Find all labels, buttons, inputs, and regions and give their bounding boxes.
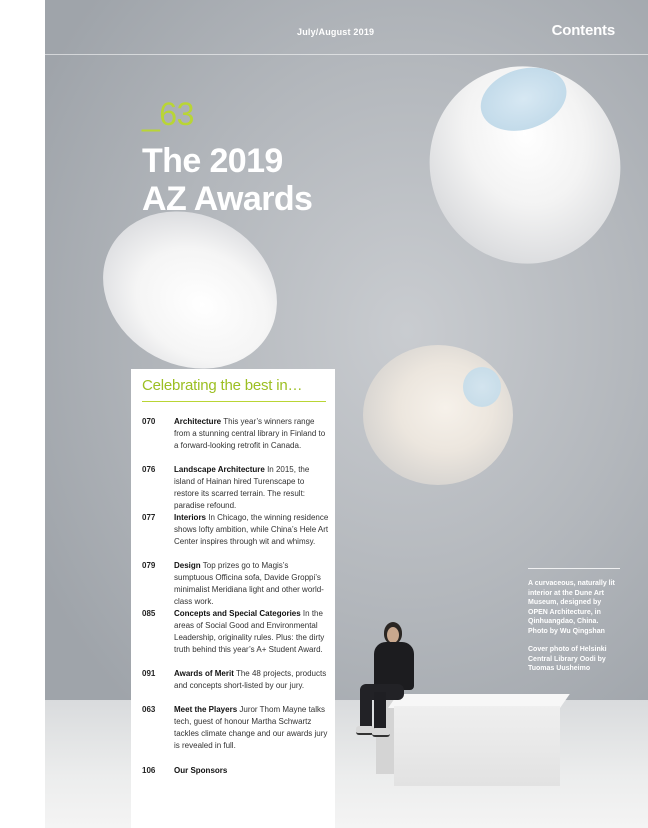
feature-title-line-2: AZ Awards xyxy=(142,180,313,218)
entry-page-number: 076 xyxy=(142,465,156,474)
entry-name: Landscape Architecture xyxy=(174,465,265,474)
page-header xyxy=(45,0,648,55)
heading-rule xyxy=(142,401,326,402)
entry-description: In Chicago, the winning residence shows lofty ambition, while China’s Hele Art Center inspires through wit and whimsy. xyxy=(174,513,329,546)
photo-credit: A curvaceous, naturally lit interior at the Dune Art Museum, designed by OPEN Architecture, in Qinhuangdao, China. Photo by Wu Qingshan xyxy=(528,580,615,635)
entry-description: Top prizes go to Magis’s sumptuous Officina sofa, Davide Groppi’s minimalist Meridiana light and other world-class work. xyxy=(174,561,324,606)
entry-name: Our Sponsors xyxy=(174,766,228,775)
entry-description: The 48 projects, products and concepts short-listed by our jury. xyxy=(174,669,327,690)
entry-description: In the areas of Social Good and Environmental Leadership, originality rules. Plus: the dirty truth behind this year’s A+ Student Award. xyxy=(174,609,325,654)
issue-date: July/August 2019 xyxy=(297,27,375,37)
entry-page-number: 070 xyxy=(142,417,156,426)
entry-name: Architecture xyxy=(174,417,222,426)
skylight-opening-center xyxy=(363,345,513,485)
feature-title[interactable] xyxy=(142,142,382,218)
entry-page-number: 091 xyxy=(142,669,156,678)
entry-name: Concepts and Special Categories xyxy=(174,609,301,618)
cover-credit: Cover photo of Helsinki Central Library Oodi by Tuomas Uusheimo xyxy=(528,646,607,672)
contents-panel xyxy=(131,369,335,828)
seated-person xyxy=(356,622,426,742)
entry-name: Interiors xyxy=(174,513,207,522)
entry-page-number: 063 xyxy=(142,705,156,714)
feature-title-line-1: The 2019 xyxy=(142,142,283,180)
entry-description: Juror Thom Mayne talks tech, guest of honour Martha Schwartz tackles climate change and our awards jury is revealed in full. xyxy=(174,705,328,750)
feature-page-number[interactable]: _63 xyxy=(142,96,194,132)
section-title: Contents xyxy=(551,22,615,39)
contents-heading: Celebrating the best in… xyxy=(142,377,303,394)
entry-page-number: 085 xyxy=(142,609,156,618)
skylight-opening-top xyxy=(404,41,646,288)
entry-page-number: 106 xyxy=(142,766,156,775)
entry-page-number: 077 xyxy=(142,513,156,522)
entry-description: In 2015, the island of Hainan hired Turenscape to restore its scarred terrain. The result: paradise refound. xyxy=(174,465,310,510)
entry-description: This year’s winners range from a stunning central library in Finland to a forward-looking retrofit in Canada. xyxy=(174,417,326,450)
entry-name: Design xyxy=(174,561,201,570)
entry-page-number: 079 xyxy=(142,561,156,570)
entry-name: Meet the Players xyxy=(174,705,238,714)
entry-name: Awards of Merit xyxy=(174,669,234,678)
photo-caption xyxy=(528,568,620,683)
